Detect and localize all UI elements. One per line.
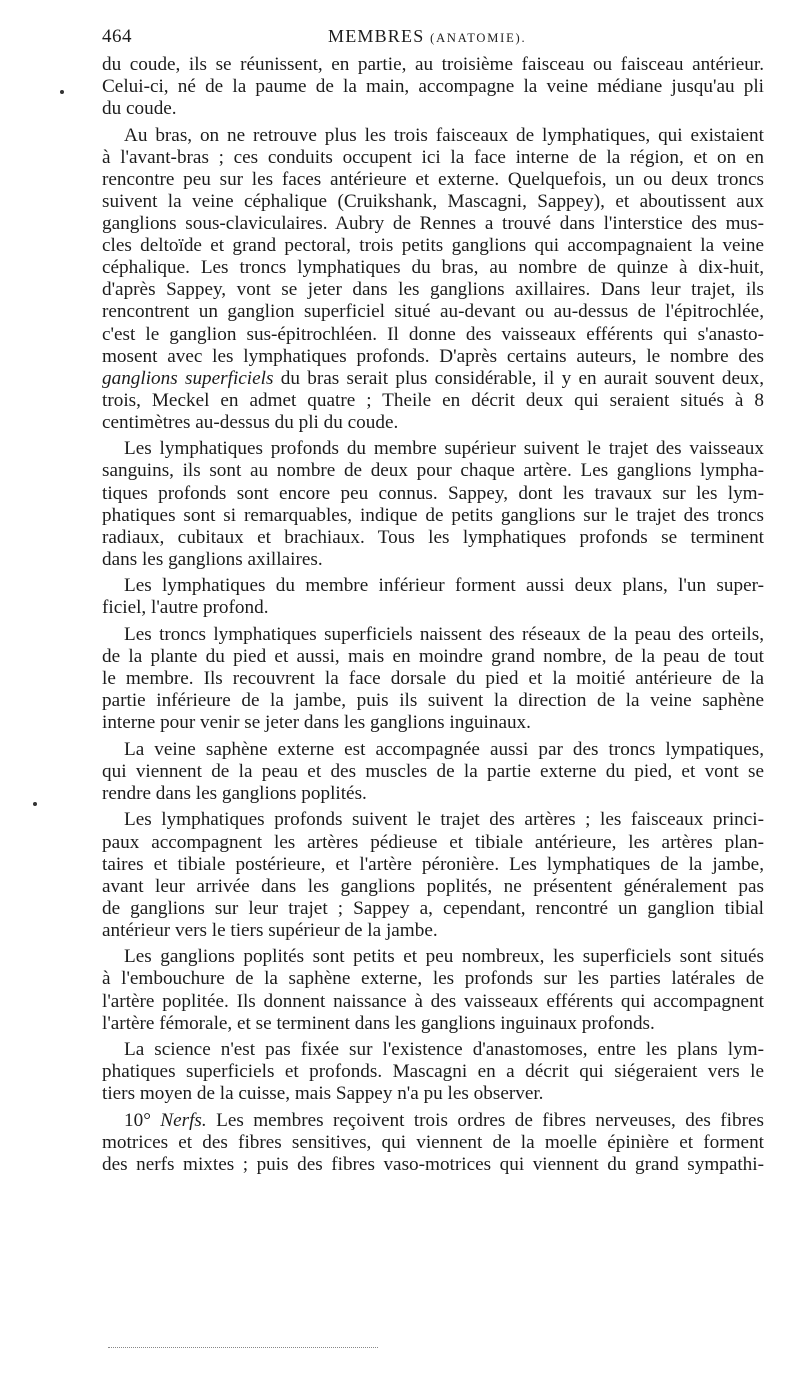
text-line: l'artère fémorale, et se terminent dans les ganglions inguinaux profonds. xyxy=(102,1012,655,1034)
text-line: Les lymphatiques du membre inférieur forment aussi deux plans, l'un super- xyxy=(124,575,764,597)
text-line: rendre dans les ganglions poplités. xyxy=(102,782,367,804)
text-line: tiers moyen de la cuisse, mais Sappey n'a pu les observer. xyxy=(102,1083,544,1105)
page-header xyxy=(102,26,762,56)
text-line: La veine saphène externe est accompagnée aussi par des troncs lympatiques, xyxy=(124,738,764,760)
text-line: à l'embouchure de la saphène externe, les profonds sur les parties latérales de xyxy=(102,968,764,990)
running-title xyxy=(328,26,526,47)
text-line: à l'avant-bras ; ces conduits occupent ici la face interne de la région, et on en xyxy=(102,146,764,168)
text-line: Les lymphatiques profonds du membre supérieur suivent le trajet des vaisseaux xyxy=(124,438,764,460)
paragraph xyxy=(102,54,764,120)
text-line: c'est le ganglion sus-épitrochléen. Il donne des vaisseaux efférents qui s'anasto- xyxy=(102,323,764,345)
running-title-sub: (ANATOMIE). xyxy=(430,31,527,45)
text-line: de ganglions sur leur trajet ; Sappey a, cependant, rencontré un ganglion tibial xyxy=(102,897,764,919)
text-line: phatiques superficiels et profonds. Mascagni en a décrit qui siégeraient vers le xyxy=(102,1061,764,1083)
text-line: antérieur vers le tiers supérieur de la jambe. xyxy=(102,919,438,941)
text-line: radiaux, cubitaux et brachiaux. Tous les lymphatiques profonds se terminent xyxy=(102,526,764,548)
text-line: le membre. Ils recouvrent la face dorsale du pied et la moitié antérieure de la xyxy=(102,668,764,690)
footer-rule xyxy=(108,1347,378,1348)
body-text xyxy=(102,54,764,1181)
text-line: des nerfs mixtes ; puis des fibres vaso-motrices qui viennent du grand sympathi- xyxy=(102,1154,764,1176)
text-line: du coude, ils se réunissent, en partie, au troisième faisceau ou faisceau antérieur. xyxy=(102,54,764,75)
paragraph xyxy=(102,438,764,571)
paragraph xyxy=(102,739,764,805)
text-line: Les troncs lymphatiques superficiels naissent des réseaux de la peau des orteils, xyxy=(124,623,764,645)
text-line: l'artère poplitée. Ils donnent naissance à des vaisseaux efférents qui accompagnent xyxy=(102,990,764,1012)
text-line: tiques profonds sont encore peu connus. Sappey, dont les travaux sur les lym- xyxy=(102,482,764,504)
text-line: Les ganglions poplités sont petits et peu nombreux, les superficiels sont situés xyxy=(124,946,764,968)
text-line: de la plante du pied et aussi, mais en moindre grand nombre, de la peau de tout xyxy=(102,646,764,667)
text-line: mosent avec les lymphatiques profonds. D'après certains auteurs, le nombre des xyxy=(102,345,764,367)
text-line: interne pour venir se jeter dans les ganglions inguinaux. xyxy=(102,712,531,734)
text-line: dans les ganglions axillaires. xyxy=(102,548,323,570)
text-line: 10° Nerfs. Les membres reçoivent trois ordres de fibres nerveuses, des fibres xyxy=(124,1109,764,1131)
margin-mark xyxy=(33,802,37,806)
text-line: qui viennent de la peau et des muscles de la partie externe du pied, et vont se xyxy=(102,760,764,782)
text-line: partie inférieure de la jambe, puis ils suivent la direction de la veine saphène xyxy=(102,690,764,712)
paragraph xyxy=(102,624,764,734)
text-line: céphalique. Les troncs lymphatiques du bras, au nombre de quinze à dix-huit, xyxy=(102,257,764,279)
text-line: cles deltoïde et grand pectoral, trois petits ganglions qui accompagnaient la veine xyxy=(102,235,764,257)
text-line: Celui-ci, né de la paume de la main, accompagne la veine médiane jusqu'au pli xyxy=(102,76,764,98)
paragraph xyxy=(102,809,764,942)
text-line: d'après Sappey, vont se jeter dans les ganglions axillaires. Dans leur trajet, ils xyxy=(102,279,764,301)
text-line: avant leur arrivée dans les ganglions poplités, ne présentent généralement pas xyxy=(102,875,764,897)
text-line: centimètres au-dessus du pli du coude. xyxy=(102,411,399,433)
text-line: du coude. xyxy=(102,98,177,120)
text-line: suivent la veine céphalique (Cruikshank, Mascagni, Sappey), et aboutissent aux xyxy=(102,190,764,212)
paragraph xyxy=(102,1110,764,1176)
text-line: rencontre peu sur les faces antérieure et externe. Quelquefois, un ou deux troncs xyxy=(102,168,764,190)
text-line: sanguins, ils sont au nombre de deux pour chaque artère. Les ganglions lympha- xyxy=(102,460,764,482)
text-line: ganglions sous-claviculaires. Aubry de Rennes a trouvé dans l'interstice des mus- xyxy=(102,213,764,235)
text-line: ficiel, l'autre profond. xyxy=(102,597,269,619)
text-line: motrices et des fibres sensitives, qui viennent de la moelle épinière et forment xyxy=(102,1131,764,1153)
text-line: Au bras, on ne retrouve plus les trois faisceaux de lymphatiques, qui existaient xyxy=(124,124,764,146)
running-title-main: MEMBRES xyxy=(328,26,425,46)
text-line: La science n'est pas fixée sur l'existence d'anastomoses, entre les plans lym- xyxy=(124,1039,764,1061)
text-line: paux accompagnent les artères pédieuse et tibiale antérieure, les artères plan- xyxy=(102,831,764,853)
text-line: trois, Meckel en admet quatre ; Theile en décrit deux qui seraient situés à 8 xyxy=(102,389,764,411)
text-line: ganglions superficiels du bras serait plus considérable, il y en aurait souvent deux, xyxy=(102,367,764,389)
paragraph xyxy=(102,946,764,1034)
paragraph xyxy=(102,125,764,434)
text-line: rencontrent un ganglion superficiel situé au-devant ou au-dessus de l'épitrochlée, xyxy=(102,301,764,323)
text-line: phatiques sont si remarquables, indique de petits ganglions sur le trajet des troncs xyxy=(102,504,764,526)
text-line: taires et tibiale postérieure, et l'artère péronière. Les lymphatiques de la jambe, xyxy=(102,853,764,875)
paragraph xyxy=(102,575,764,619)
paragraph xyxy=(102,1039,764,1105)
italic-term: Nerfs. xyxy=(160,1109,207,1131)
italic-term: ganglions superficiels xyxy=(102,367,274,389)
page-number: 464 xyxy=(102,26,132,47)
margin-mark xyxy=(60,90,64,94)
text-line: Les lymphatiques profonds suivent le trajet des artères ; les faisceaux princi- xyxy=(124,809,764,831)
